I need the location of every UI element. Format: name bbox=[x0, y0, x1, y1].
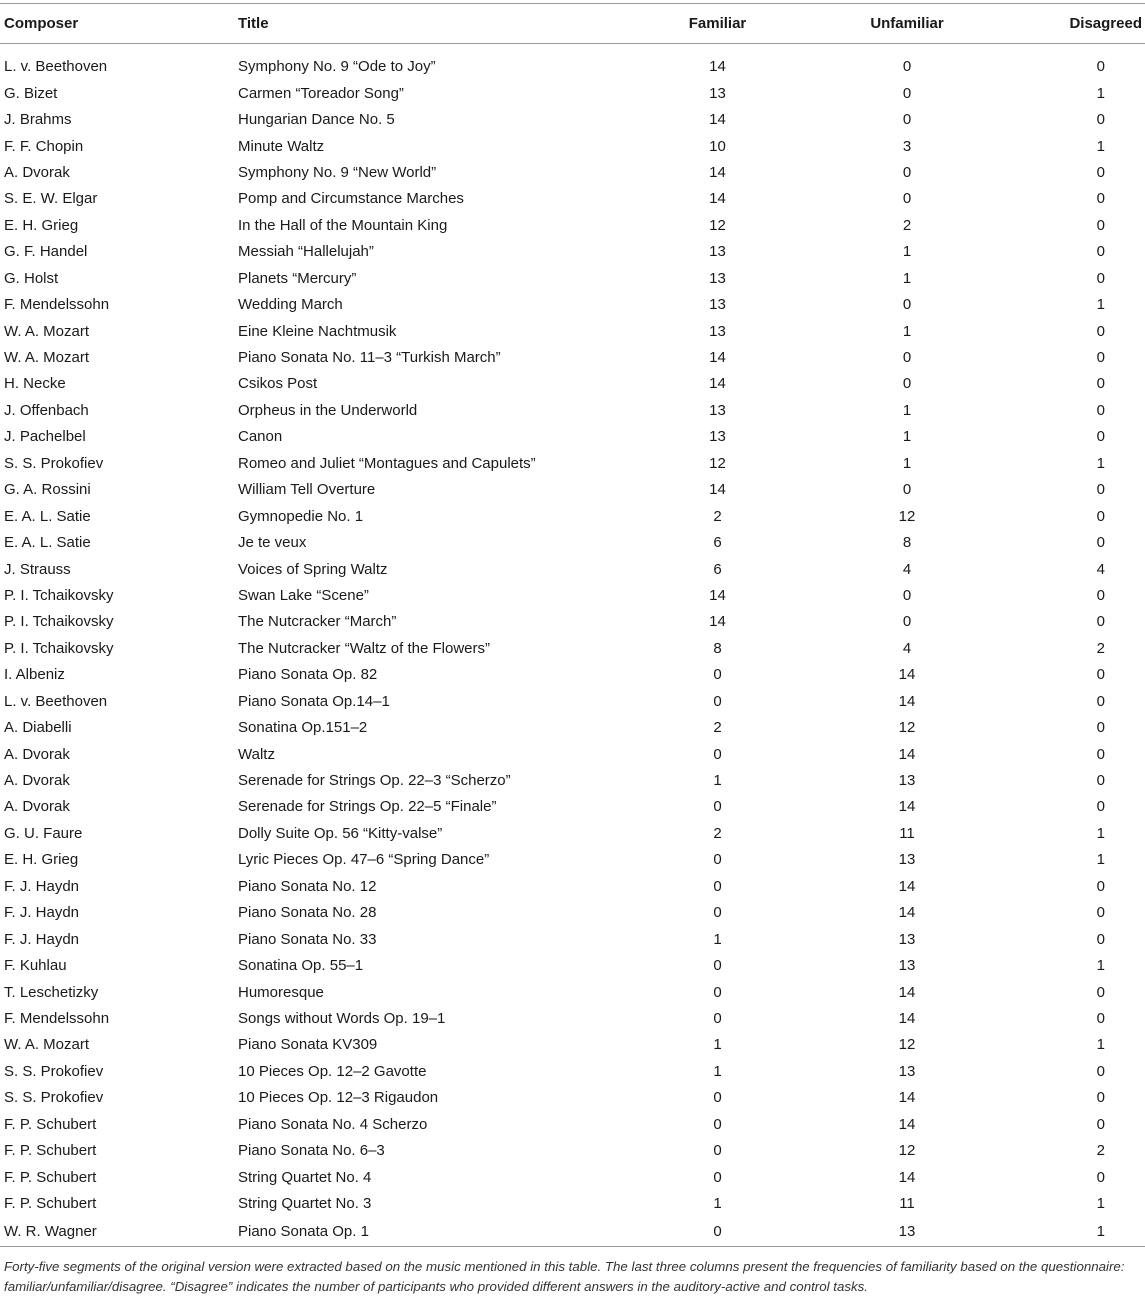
unfamiliar-cell: 0 bbox=[902, 613, 912, 631]
unfamiliar-cell: 1 bbox=[902, 269, 912, 287]
title-cell: Voices of Spring Waltz bbox=[238, 560, 388, 578]
composer-cell: F. J. Haydn bbox=[4, 877, 80, 895]
column-header-composer: Composer bbox=[0, 4, 234, 44]
familiar-cell: 0 bbox=[713, 1009, 722, 1027]
disagreed-cell: 0 bbox=[1096, 375, 1105, 393]
table-row bbox=[0, 662, 1145, 688]
title-cell: Piano Sonata No. 11–3 “Turkish March” bbox=[238, 349, 501, 367]
familiar-cell: 14 bbox=[709, 375, 726, 393]
disagreed-cell: 0 bbox=[1096, 58, 1105, 76]
familiar-cell: 12 bbox=[709, 454, 726, 472]
disagreed-cell: 0 bbox=[1096, 930, 1105, 948]
table-row bbox=[0, 1058, 1145, 1084]
composer-cell: S. S. Prokofiev bbox=[4, 1062, 104, 1080]
familiar-cell: 13 bbox=[709, 322, 726, 340]
composer-cell: S. E. W. Elgar bbox=[4, 190, 98, 208]
composer-cell: J. Strauss bbox=[4, 560, 71, 578]
table-row bbox=[0, 529, 1145, 555]
composer-cell: W. A. Mozart bbox=[4, 1036, 90, 1054]
column-header-unfamiliar: Unfamiliar bbox=[805, 4, 1009, 44]
title-cell: Songs without Words Op. 19–1 bbox=[238, 1009, 446, 1027]
table-row bbox=[0, 80, 1145, 106]
familiar-cell: 14 bbox=[709, 349, 726, 367]
table-row bbox=[0, 450, 1145, 476]
unfamiliar-cell: 14 bbox=[898, 904, 916, 922]
composer-cell: F. F. Chopin bbox=[4, 137, 84, 155]
composer-cell: I. Albeniz bbox=[4, 666, 65, 684]
column-header-disagreed: Disagreed bbox=[1009, 4, 1145, 44]
composer-cell: J. Brahms bbox=[4, 111, 72, 129]
table-row bbox=[0, 212, 1145, 238]
disagreed-cell: 0 bbox=[1096, 243, 1105, 261]
composer-cell: F. J. Haydn bbox=[4, 904, 80, 922]
table-row bbox=[0, 767, 1145, 793]
composer-cell: A. Dvorak bbox=[4, 163, 70, 181]
disagreed-cell: 0 bbox=[1096, 190, 1105, 208]
unfamiliar-cell: 2 bbox=[902, 216, 912, 234]
familiar-cell: 13 bbox=[709, 428, 726, 446]
composer-cell: G. Holst bbox=[4, 269, 59, 287]
composer-cell: F. P. Schubert bbox=[4, 1142, 97, 1160]
table-row bbox=[0, 344, 1145, 370]
title-cell: Piano Sonata KV309 bbox=[238, 1036, 378, 1054]
composer-cell: L. v. Beethoven bbox=[4, 692, 108, 710]
composer-cell: E. H. Grieg bbox=[4, 216, 79, 234]
disagreed-cell: 1 bbox=[1096, 137, 1105, 155]
familiar-cell: 2 bbox=[713, 507, 722, 525]
composer-cell: A. Dvorak bbox=[4, 745, 70, 763]
title-cell: Pomp and Circumstance Marches bbox=[238, 190, 464, 208]
disagreed-cell: 1 bbox=[1009, 1217, 1145, 1247]
title-cell: String Quartet No. 4 bbox=[238, 1168, 372, 1186]
disagreed-cell: 2 bbox=[1096, 639, 1105, 657]
title-cell: Je te veux bbox=[238, 534, 307, 552]
composer-cell: S. S. Prokofiev bbox=[4, 1089, 104, 1107]
familiar-cell: 0 bbox=[713, 851, 722, 869]
table-row bbox=[0, 794, 1145, 820]
title-cell: Piano Sonata Op.14–1 bbox=[238, 692, 390, 710]
table-row bbox=[0, 133, 1145, 159]
title-cell: Symphony No. 9 “New World” bbox=[238, 163, 437, 181]
composer-cell: G. A. Rossini bbox=[4, 481, 91, 499]
disagreed-cell: 0 bbox=[1096, 481, 1105, 499]
title-cell: In the Hall of the Mountain King bbox=[238, 216, 448, 234]
familiar-cell: 0 bbox=[713, 877, 722, 895]
disagreed-cell: 0 bbox=[1096, 745, 1105, 763]
unfamiliar-cell: 0 bbox=[902, 481, 912, 499]
table-row bbox=[0, 186, 1145, 212]
composer-cell: S. S. Prokofiev bbox=[4, 454, 104, 472]
unfamiliar-cell: 14 bbox=[898, 745, 916, 763]
unfamiliar-cell: 0 bbox=[902, 58, 912, 76]
composer-cell: W. A. Mozart bbox=[4, 322, 90, 340]
composer-cell: J. Offenbach bbox=[4, 401, 89, 419]
composer-cell: G. F. Handel bbox=[4, 243, 88, 261]
disagreed-cell: 1 bbox=[1096, 454, 1105, 472]
disagreed-cell: 0 bbox=[1096, 1009, 1105, 1027]
title-cell: Dolly Suite Op. 56 “Kitty-valse” bbox=[238, 824, 443, 842]
title-cell: Piano Sonata Op. 82 bbox=[238, 666, 378, 684]
disagreed-cell: 0 bbox=[1096, 798, 1105, 816]
table-row bbox=[0, 371, 1145, 397]
disagreed-cell: 0 bbox=[1096, 1115, 1105, 1133]
table-row bbox=[0, 265, 1145, 291]
disagreed-cell: 0 bbox=[1096, 401, 1105, 419]
title-cell: Serenade for Strings Op. 22–5 “Finale” bbox=[238, 798, 497, 816]
table-header bbox=[0, 4, 1145, 44]
unfamiliar-cell: 0 bbox=[902, 349, 912, 367]
familiar-cell: 2 bbox=[713, 824, 722, 842]
title-cell: Lyric Pieces Op. 47–6 “Spring Dance” bbox=[238, 851, 490, 869]
unfamiliar-cell: 13 bbox=[898, 1062, 916, 1080]
unfamiliar-cell: 13 bbox=[898, 851, 916, 869]
table-row bbox=[0, 1111, 1145, 1137]
unfamiliar-cell: 11 bbox=[899, 1195, 915, 1213]
table-row bbox=[0, 556, 1145, 582]
title-cell: Sonatina Op.151–2 bbox=[238, 719, 368, 737]
familiar-cell: 12 bbox=[709, 216, 726, 234]
familiar-cell: 0 bbox=[713, 957, 722, 975]
title-cell: Symphony No. 9 “Ode to Joy” bbox=[238, 58, 436, 76]
familiar-cell: 0 bbox=[713, 983, 722, 1001]
familiar-cell: 1 bbox=[713, 1195, 722, 1213]
table-row bbox=[0, 873, 1145, 899]
disagreed-cell: 0 bbox=[1096, 322, 1105, 340]
unfamiliar-cell: 1 bbox=[902, 428, 912, 446]
unfamiliar-cell: 14 bbox=[898, 1168, 916, 1186]
table-row bbox=[0, 1137, 1145, 1163]
familiar-cell: 0 bbox=[713, 692, 722, 710]
familiar-cell: 0 bbox=[713, 1168, 722, 1186]
composer-cell: E. A. L. Satie bbox=[4, 507, 91, 525]
composer-cell: W. R. Wagner bbox=[0, 1217, 234, 1247]
composer-cell: E. H. Grieg bbox=[4, 851, 79, 869]
column-header-familiar: Familiar bbox=[630, 4, 805, 44]
composer-cell: H. Necke bbox=[4, 375, 66, 393]
unfamiliar-cell: 14 bbox=[898, 1009, 916, 1027]
composer-cell: G. Bizet bbox=[4, 84, 58, 102]
familiar-cell: 0 bbox=[713, 798, 722, 816]
unfamiliar-cell: 0 bbox=[902, 586, 912, 604]
disagreed-cell: 0 bbox=[1096, 111, 1105, 129]
title-cell: Orpheus in the Underworld bbox=[238, 401, 418, 419]
disagreed-cell: 0 bbox=[1096, 586, 1105, 604]
unfamiliar-cell: 0 bbox=[902, 375, 912, 393]
disagreed-cell: 0 bbox=[1096, 428, 1105, 446]
title-cell: Carmen “Toreador Song” bbox=[238, 84, 404, 102]
title-cell: The Nutcracker “March” bbox=[238, 613, 397, 631]
familiar-cell: 14 bbox=[709, 190, 726, 208]
familiar-cell: 0 bbox=[630, 1217, 805, 1247]
unfamiliar-cell: 14 bbox=[898, 798, 916, 816]
title-cell: Minute Waltz bbox=[238, 137, 325, 155]
table-row bbox=[0, 1164, 1145, 1190]
familiar-cell: 0 bbox=[713, 1089, 722, 1107]
unfamiliar-cell: 12 bbox=[898, 719, 916, 737]
disagreed-cell: 1 bbox=[1096, 957, 1105, 975]
disagreed-cell: 0 bbox=[1096, 772, 1105, 790]
composer-cell: E. A. L. Satie bbox=[4, 534, 91, 552]
composer-cell: F. J. Haydn bbox=[4, 930, 80, 948]
table-row bbox=[0, 609, 1145, 635]
table-row bbox=[0, 582, 1145, 608]
unfamiliar-cell: 4 bbox=[902, 560, 912, 578]
familiar-cell: 13 bbox=[709, 296, 726, 314]
table-footnote: Forty-five segments of the original version were extracted based on the music mentioned in this table. The last three columns present the frequencies of familiarity based on the questionnaire: familiar/unfamiliar/disagree. “Disagree” indicates the number of participants who provided different answers in the auditory-active and control tasks. bbox=[4, 1259, 1125, 1294]
familiar-cell: 14 bbox=[709, 613, 726, 631]
disagreed-cell: 1 bbox=[1096, 851, 1105, 869]
disagreed-cell: 0 bbox=[1096, 507, 1105, 525]
music-familiarity-table-container bbox=[0, 3, 1145, 1247]
unfamiliar-cell: 4 bbox=[902, 639, 912, 657]
disagreed-cell: 1 bbox=[1096, 296, 1105, 314]
composer-cell: A. Dvorak bbox=[4, 772, 70, 790]
composer-cell: G. U. Faure bbox=[4, 824, 83, 842]
composer-cell: P. I. Tchaikovsky bbox=[4, 586, 114, 604]
disagreed-cell: 0 bbox=[1096, 216, 1105, 234]
title-cell: Swan Lake “Scene” bbox=[238, 586, 369, 604]
unfamiliar-cell: 13 bbox=[898, 957, 916, 975]
composer-cell: P. I. Tchaikovsky bbox=[4, 613, 114, 631]
title-cell: Gymnopedie No. 1 bbox=[238, 507, 364, 525]
table-row bbox=[0, 106, 1145, 132]
table-row bbox=[0, 820, 1145, 846]
table-row bbox=[0, 503, 1145, 529]
familiar-cell: 8 bbox=[713, 639, 722, 657]
disagreed-cell: 0 bbox=[1096, 983, 1105, 1001]
disagreed-cell: 0 bbox=[1096, 349, 1105, 367]
disagreed-cell: 0 bbox=[1096, 666, 1105, 684]
title-cell: Humoresque bbox=[238, 983, 324, 1001]
familiar-cell: 14 bbox=[709, 163, 726, 181]
title-cell: Piano Sonata Op. 1 bbox=[234, 1217, 630, 1247]
composer-cell: F. P. Schubert bbox=[4, 1195, 97, 1213]
composer-cell: T. Leschetizky bbox=[4, 983, 99, 1001]
unfamiliar-cell: 1 bbox=[902, 322, 912, 340]
familiar-cell: 0 bbox=[713, 745, 722, 763]
table-row bbox=[0, 847, 1145, 873]
table-row bbox=[0, 424, 1145, 450]
title-cell: Hungarian Dance No. 5 bbox=[238, 111, 395, 129]
familiar-cell: 13 bbox=[709, 269, 726, 287]
title-cell: Csikos Post bbox=[238, 375, 318, 393]
disagreed-cell: 0 bbox=[1096, 1089, 1105, 1107]
familiar-cell: 14 bbox=[709, 111, 726, 129]
unfamiliar-cell: 1 bbox=[902, 243, 912, 261]
table-row bbox=[0, 477, 1145, 503]
disagreed-cell: 1 bbox=[1096, 824, 1105, 842]
unfamiliar-cell: 14 bbox=[898, 1115, 916, 1133]
table-row bbox=[0, 979, 1145, 1005]
title-cell: Eine Kleine Nachtmusik bbox=[238, 322, 397, 340]
disagreed-cell: 0 bbox=[1096, 163, 1105, 181]
title-cell: 10 Pieces Op. 12–2 Gavotte bbox=[238, 1062, 427, 1080]
title-cell: Messiah “Hallelujah” bbox=[238, 243, 374, 261]
unfamiliar-cell: 8 bbox=[902, 534, 912, 552]
familiar-cell: 13 bbox=[709, 243, 726, 261]
familiar-cell: 1 bbox=[713, 1036, 722, 1054]
unfamiliar-cell: 0 bbox=[902, 163, 912, 181]
table-row bbox=[0, 318, 1145, 344]
disagreed-cell: 0 bbox=[1096, 269, 1105, 287]
unfamiliar-cell: 13 bbox=[898, 930, 916, 948]
unfamiliar-cell: 12 bbox=[898, 1142, 916, 1160]
composer-cell: F. P. Schubert bbox=[4, 1168, 97, 1186]
disagreed-cell: 0 bbox=[1096, 719, 1105, 737]
title-cell: 10 Pieces Op. 12–3 Rigaudon bbox=[238, 1089, 439, 1107]
unfamiliar-cell: 14 bbox=[898, 692, 916, 710]
table-row bbox=[0, 291, 1145, 317]
table-row bbox=[0, 635, 1145, 661]
title-cell: Piano Sonata No. 12 bbox=[238, 877, 377, 895]
unfamiliar-cell: 1 bbox=[902, 401, 912, 419]
unfamiliar-cell: 0 bbox=[902, 111, 912, 129]
disagreed-cell: 0 bbox=[1096, 1062, 1105, 1080]
title-cell: Romeo and Juliet “Montagues and Capulets” bbox=[238, 454, 536, 472]
table-row bbox=[0, 714, 1145, 740]
unfamiliar-cell: 3 bbox=[902, 137, 912, 155]
title-cell: Planets “Mercury” bbox=[238, 269, 357, 287]
unfamiliar-cell: 0 bbox=[902, 296, 912, 314]
unfamiliar-cell: 0 bbox=[902, 190, 912, 208]
unfamiliar-cell: 0 bbox=[902, 84, 912, 102]
disagreed-cell: 0 bbox=[1096, 1168, 1105, 1186]
composer-cell: J. Pachelbel bbox=[4, 428, 86, 446]
familiar-cell: 6 bbox=[713, 534, 722, 552]
familiar-cell: 0 bbox=[713, 1115, 722, 1133]
unfamiliar-cell: 13 bbox=[805, 1217, 1009, 1247]
unfamiliar-cell: 13 bbox=[898, 772, 916, 790]
title-cell: Piano Sonata No. 6–3 bbox=[238, 1142, 385, 1160]
title-cell: Waltz bbox=[238, 745, 275, 763]
familiar-cell: 2 bbox=[713, 719, 722, 737]
unfamiliar-cell: 14 bbox=[898, 1089, 916, 1107]
table-row bbox=[0, 1190, 1145, 1216]
disagreed-cell: 0 bbox=[1096, 613, 1105, 631]
table-row bbox=[0, 688, 1145, 714]
disagreed-cell: 0 bbox=[1096, 692, 1105, 710]
familiar-cell: 1 bbox=[713, 930, 722, 948]
disagreed-cell: 1 bbox=[1096, 84, 1105, 102]
unfamiliar-cell: 14 bbox=[898, 983, 916, 1001]
disagreed-cell: 0 bbox=[1096, 904, 1105, 922]
unfamiliar-cell: 14 bbox=[898, 877, 916, 895]
composer-cell: F. Mendelssohn bbox=[4, 1009, 110, 1027]
familiar-cell: 14 bbox=[709, 58, 726, 76]
disagreed-cell: 0 bbox=[1096, 534, 1105, 552]
unfamiliar-cell: 12 bbox=[898, 507, 916, 525]
composer-cell: W. A. Mozart bbox=[4, 349, 90, 367]
title-cell: String Quartet No. 3 bbox=[238, 1195, 372, 1213]
familiar-cell: 0 bbox=[713, 904, 722, 922]
unfamiliar-cell: 12 bbox=[898, 1036, 916, 1054]
familiar-cell: 13 bbox=[709, 84, 726, 102]
unfamiliar-cell: 14 bbox=[898, 666, 916, 684]
title-cell: Piano Sonata No. 28 bbox=[238, 904, 377, 922]
familiar-cell: 0 bbox=[713, 666, 722, 684]
header-row bbox=[0, 4, 1145, 44]
table-row bbox=[0, 1217, 1145, 1247]
table-row bbox=[0, 44, 1145, 80]
familiar-cell: 0 bbox=[713, 1142, 722, 1160]
composer-cell: L. v. Beethoven bbox=[4, 58, 108, 76]
table-row bbox=[0, 741, 1145, 767]
table-row bbox=[0, 926, 1145, 952]
table-row bbox=[0, 1005, 1145, 1031]
familiar-cell: 13 bbox=[709, 401, 726, 419]
table-row bbox=[0, 159, 1145, 185]
familiar-cell: 6 bbox=[713, 560, 722, 578]
familiar-cell: 14 bbox=[709, 481, 726, 499]
composer-cell: F. Kuhlau bbox=[4, 957, 67, 975]
title-cell: Wedding March bbox=[238, 296, 343, 314]
unfamiliar-cell: 1 bbox=[902, 454, 912, 472]
table-row bbox=[0, 1085, 1145, 1111]
title-cell: The Nutcracker “Waltz of the Flowers” bbox=[238, 639, 491, 657]
disagreed-cell: 1 bbox=[1096, 1195, 1105, 1213]
title-cell: William Tell Overture bbox=[238, 481, 376, 499]
table-row bbox=[0, 1032, 1145, 1058]
title-cell: Piano Sonata No. 4 Scherzo bbox=[238, 1115, 428, 1133]
column-header-title: Title bbox=[234, 4, 630, 44]
composer-cell: A. Dvorak bbox=[4, 798, 70, 816]
familiar-cell: 14 bbox=[709, 586, 726, 604]
familiar-cell: 1 bbox=[713, 772, 722, 790]
composer-cell: P. I. Tchaikovsky bbox=[4, 639, 114, 657]
title-cell: Piano Sonata No. 33 bbox=[238, 930, 377, 948]
disagreed-cell: 0 bbox=[1096, 877, 1105, 895]
disagreed-cell: 4 bbox=[1096, 560, 1105, 578]
unfamiliar-cell: 11 bbox=[899, 824, 915, 842]
music-familiarity-table bbox=[0, 3, 1145, 1247]
title-cell: Canon bbox=[238, 428, 283, 446]
familiar-cell: 1 bbox=[713, 1062, 722, 1080]
table-row bbox=[0, 397, 1145, 423]
disagreed-cell: 2 bbox=[1096, 1142, 1105, 1160]
table-row bbox=[0, 952, 1145, 978]
composer-cell: A. Diabelli bbox=[4, 719, 72, 737]
table-row bbox=[0, 239, 1145, 265]
familiar-cell: 10 bbox=[709, 137, 726, 155]
title-cell: Serenade for Strings Op. 22–3 “Scherzo” bbox=[238, 772, 511, 790]
composer-cell: F. Mendelssohn bbox=[4, 296, 110, 314]
title-cell: Sonatina Op. 55–1 bbox=[238, 957, 364, 975]
composer-cell: F. P. Schubert bbox=[4, 1115, 97, 1133]
table-row bbox=[0, 900, 1145, 926]
disagreed-cell: 1 bbox=[1096, 1036, 1105, 1054]
table-body bbox=[0, 44, 1145, 1247]
